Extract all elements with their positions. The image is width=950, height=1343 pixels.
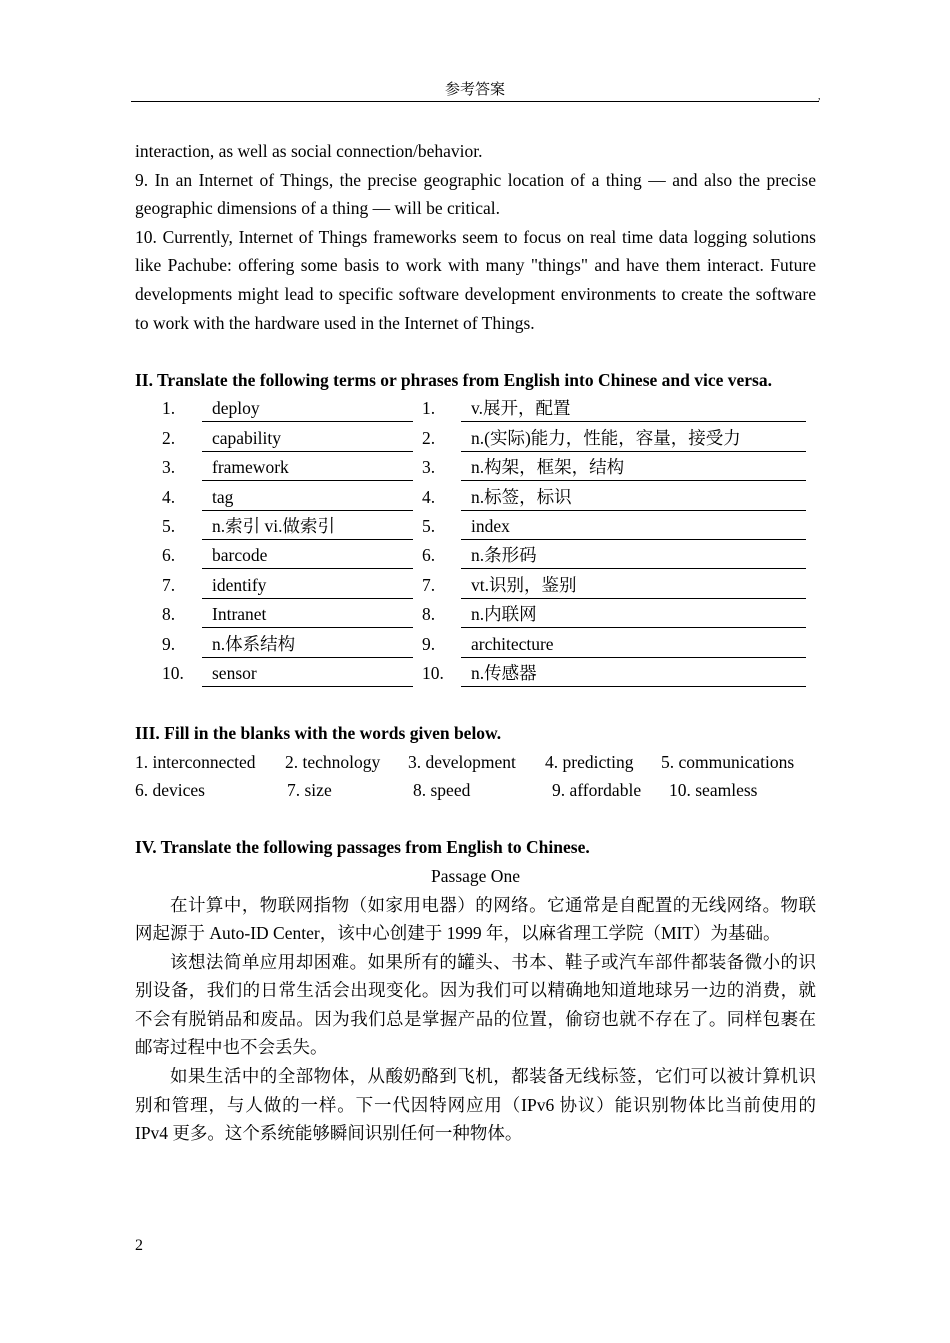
vocab-left-number: 2.: [162, 427, 176, 448]
vocab-left-number: 5.: [162, 515, 176, 536]
vocab-row: [135, 601, 816, 630]
vocab-left-number: 1.: [162, 398, 176, 419]
vocab-right-answer: n.内联网: [461, 601, 806, 628]
word-bank: [135, 748, 816, 805]
vocab-left-answer: framework: [202, 454, 413, 481]
vocab-row: [135, 542, 816, 571]
vocab-left-number: 10.: [162, 662, 184, 683]
vocab-left-number: 4.: [162, 486, 176, 507]
vocab-right-answer: v.展开，配置: [461, 395, 806, 422]
vocab-left-answer: barcode: [202, 542, 413, 569]
vocab-right-number: 10.: [422, 662, 444, 683]
vocab-row: [135, 631, 816, 660]
vocab-row: [135, 513, 816, 542]
vocab-row: [135, 425, 816, 454]
section-2-heading: II. Translate the following terms or phrases from English into Chinese and vice versa.: [135, 369, 772, 390]
passage-paragraph: 如果生活中的全部物体，从酸奶酪到飞机，都装备无线标签，它们可以被计算机识别和管理，与人做的一样。下一代因特网应用（IPv6 协议）能识别物体比当前使用的 IPv4 更多。这个系统能够瞬间识别任何一种物体。: [135, 1066, 816, 1144]
vocab-right-number: 4.: [422, 486, 436, 507]
vocab-right-answer: vt.识别，鉴别: [461, 572, 806, 599]
section-3-heading: III. Fill in the blanks with the words given below.: [135, 722, 502, 743]
passage-paragraph: 在计算中，物联网指物（如家用电器）的网络。它通常是自配置的无线网络。物联网起源于 Auto-ID Center，该中心创建于 1999 年，以麻省理工学院（MIT）为基础。: [135, 894, 816, 944]
page-content: [135, 137, 816, 1148]
vocab-left-number: 7.: [162, 574, 176, 595]
header-mark: ,: [818, 91, 821, 102]
vocab-left-answer: n.索引 vi.做索引: [202, 513, 413, 540]
word-bank-item: 6. devices: [135, 780, 205, 801]
vocab-right-answer: index: [461, 513, 806, 540]
vocab-right-answer: n.标签，标识: [461, 484, 806, 511]
paragraph-8-tail: interaction, as well as social connection/behavior.: [135, 141, 483, 161]
word-bank-item: 4. predicting: [545, 751, 634, 772]
passage-paragraph: 该想法简单应用却困难。如果所有的罐头、书本、鞋子或汽车部件都装备微小的识别设备，我们的日常生活会出现变化。因为我们可以精确地知道地球另一边的消费，就不会有脱销品和废品。因为我们总是掌握产品的位置，偷窃也就不存在了。同样包裹在邮寄过程中也不会丢失。: [135, 951, 816, 1058]
vocab-left-answer: identify: [202, 572, 413, 599]
vocab-row: [135, 395, 816, 424]
vocab-left-answer: tag: [202, 484, 413, 511]
vocab-left-number: 9.: [162, 633, 176, 654]
vocab-right-answer: n.构架，框架，结构: [461, 454, 806, 481]
word-bank-item: 8. speed: [413, 780, 471, 801]
vocab-right-number: 9.: [422, 633, 436, 654]
word-bank-item: 10. seamless: [669, 780, 758, 801]
word-bank-item: 5. communications: [661, 751, 795, 772]
header-divider: [131, 101, 819, 102]
word-bank-item: 1. interconnected: [135, 751, 256, 772]
word-bank-item: 9. affordable: [552, 780, 642, 801]
vocab-left-answer: sensor: [202, 660, 413, 687]
vocabulary-table: [135, 395, 816, 690]
vocab-right-number: 7.: [422, 574, 436, 595]
vocab-left-answer: Intranet: [202, 601, 413, 628]
paragraph-9: 9. In an Internet of Things, the precise geographic location of a thing — and also the precise geographic dimensions of a thing — will be critical.: [135, 169, 816, 219]
word-bank-item: 7. size: [287, 780, 332, 801]
vocab-right-number: 3.: [422, 457, 436, 478]
page-number: 2: [135, 1237, 143, 1254]
paragraph-10: 10. Currently, Internet of Things frameworks seem to focus on real time data logging solutions like Pachube: offering some basis to work with many "things" and have them interact. Future developments might lead to specific software development environments to create the software to work with the hardware used in the Internet of Things.: [135, 226, 816, 333]
vocab-left-number: 8.: [162, 604, 176, 625]
vocab-right-number: 8.: [422, 604, 436, 625]
vocab-row: [135, 660, 816, 689]
running-header: 参考答案: [444, 82, 505, 98]
vocab-right-number: 5.: [422, 515, 436, 536]
vocab-left-answer: capability: [202, 425, 413, 452]
vocab-right-answer: n.(实际)能力，性能，容量，接受力: [461, 425, 806, 452]
word-bank-item: 2. technology: [285, 751, 381, 772]
section-4-heading: IV. Translate the following passages from English to Chinese.: [135, 837, 590, 858]
vocab-right-number: 2.: [422, 427, 436, 448]
vocab-row: [135, 484, 816, 513]
vocab-right-answer: n.传感器: [461, 660, 806, 687]
vocab-right-number: 6.: [422, 545, 436, 566]
vocab-left-answer: deploy: [202, 395, 413, 422]
vocab-left-number: 6.: [162, 545, 176, 566]
word-bank-item: 3. development: [408, 751, 516, 772]
vocab-row: [135, 572, 816, 601]
vocab-right-answer: architecture: [461, 631, 806, 658]
vocab-left-number: 3.: [162, 457, 176, 478]
vocab-right-answer: n.条形码: [461, 542, 806, 569]
vocab-left-answer: n.体系结构: [202, 631, 413, 658]
passage-title: Passage One: [431, 865, 520, 886]
vocab-row: [135, 454, 816, 483]
vocab-right-number: 1.: [422, 398, 436, 419]
